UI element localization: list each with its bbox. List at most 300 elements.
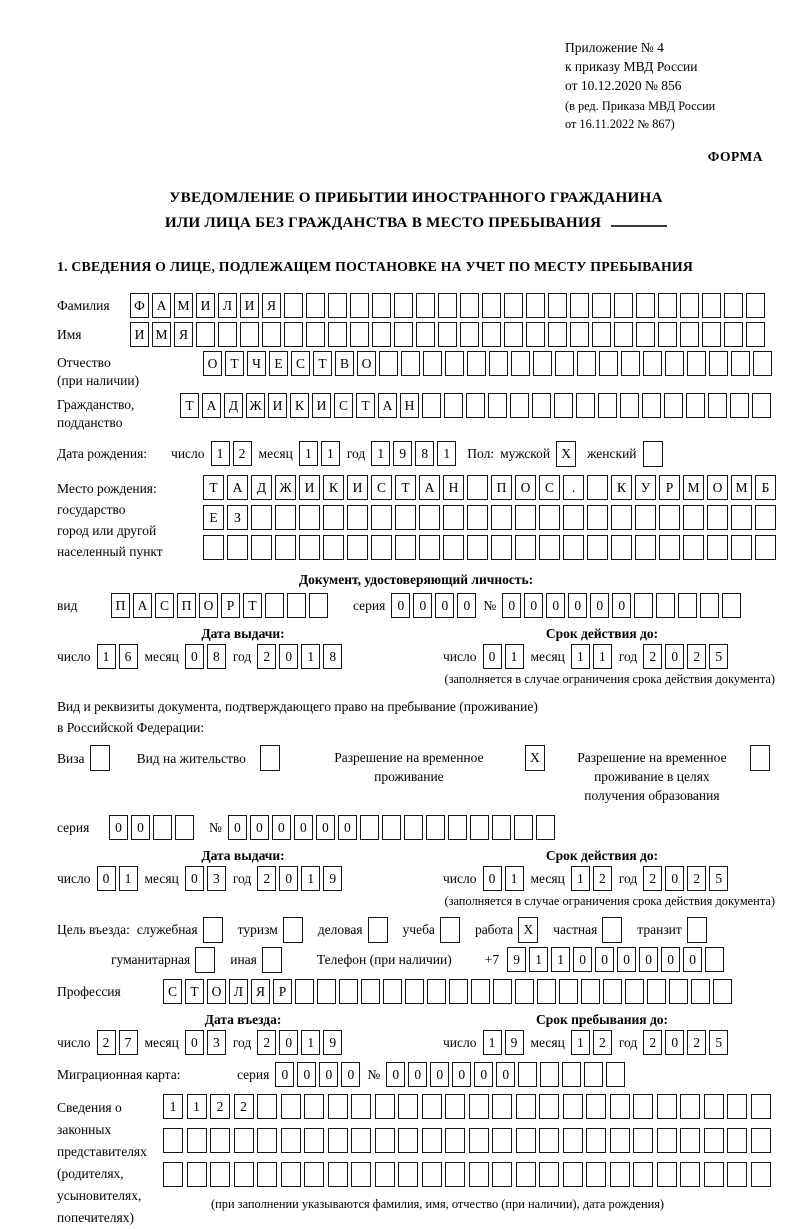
- char-box[interactable]: [633, 1162, 653, 1187]
- char-box[interactable]: 1: [301, 644, 320, 669]
- char-box[interactable]: [306, 293, 325, 318]
- char-box[interactable]: 9: [323, 866, 342, 891]
- char-box[interactable]: [704, 1094, 724, 1119]
- char-box[interactable]: [382, 815, 401, 840]
- char-box[interactable]: 0: [279, 644, 298, 669]
- char-box[interactable]: [702, 322, 721, 347]
- char-box[interactable]: [516, 1094, 536, 1119]
- char-box[interactable]: [704, 1128, 724, 1153]
- char-box[interactable]: С: [371, 475, 392, 500]
- char-box[interactable]: [751, 1128, 771, 1153]
- char-box[interactable]: [299, 505, 320, 530]
- char-box[interactable]: 0: [639, 947, 658, 972]
- char-box[interactable]: Ж: [246, 393, 265, 418]
- char-box[interactable]: [398, 1162, 418, 1187]
- char-box[interactable]: Ж: [275, 475, 296, 500]
- char-box[interactable]: [281, 1162, 301, 1187]
- char-box[interactable]: [515, 979, 534, 1004]
- char-box[interactable]: [515, 535, 536, 560]
- char-box[interactable]: 0: [228, 815, 247, 840]
- char-box[interactable]: [702, 293, 721, 318]
- char-box[interactable]: Я: [262, 293, 281, 318]
- char-box[interactable]: М: [152, 322, 171, 347]
- char-box[interactable]: 0: [408, 1062, 427, 1087]
- char-box[interactable]: [351, 1094, 371, 1119]
- char-box[interactable]: [722, 593, 741, 618]
- char-box[interactable]: [658, 293, 677, 318]
- char-box[interactable]: Я: [174, 322, 193, 347]
- char-box[interactable]: [753, 351, 772, 376]
- char-box[interactable]: [347, 505, 368, 530]
- char-box[interactable]: [295, 979, 314, 1004]
- char-box[interactable]: [680, 1162, 700, 1187]
- char-box[interactable]: 0: [568, 593, 587, 618]
- char-box[interactable]: [656, 593, 675, 618]
- char-box[interactable]: 0: [430, 1062, 449, 1087]
- char-box[interactable]: [610, 1162, 630, 1187]
- char-box[interactable]: П: [177, 593, 196, 618]
- char-box[interactable]: А: [227, 475, 248, 500]
- char-box[interactable]: [482, 293, 501, 318]
- char-box[interactable]: [275, 535, 296, 560]
- char-box[interactable]: [540, 1062, 559, 1087]
- char-box[interactable]: З: [227, 505, 248, 530]
- char-box[interactable]: 2: [687, 1030, 706, 1055]
- char-box[interactable]: 0: [319, 1062, 338, 1087]
- char-box[interactable]: Т: [180, 393, 199, 418]
- char-box[interactable]: [467, 505, 488, 530]
- char-box[interactable]: [577, 351, 596, 376]
- char-box[interactable]: [467, 351, 486, 376]
- char-box[interactable]: С: [539, 475, 560, 500]
- char-box[interactable]: [614, 293, 633, 318]
- char-box[interactable]: [460, 322, 479, 347]
- char-box[interactable]: [683, 505, 704, 530]
- char-box[interactable]: Л: [229, 979, 248, 1004]
- char-box[interactable]: М: [731, 475, 752, 500]
- char-box[interactable]: [539, 535, 560, 560]
- char-box[interactable]: [262, 322, 281, 347]
- char-box[interactable]: 3: [207, 866, 226, 891]
- char-box[interactable]: [708, 393, 727, 418]
- visa-checkbox[interactable]: [90, 745, 110, 771]
- char-box[interactable]: [526, 322, 545, 347]
- char-box[interactable]: [539, 1094, 559, 1119]
- char-box[interactable]: [361, 979, 380, 1004]
- char-box[interactable]: [599, 351, 618, 376]
- char-box[interactable]: [755, 505, 776, 530]
- male-checkbox[interactable]: X: [556, 441, 576, 467]
- char-box[interactable]: [317, 979, 336, 1004]
- char-box[interactable]: [445, 1094, 465, 1119]
- char-box[interactable]: Р: [221, 593, 240, 618]
- char-box[interactable]: [492, 1162, 512, 1187]
- char-box[interactable]: [620, 393, 639, 418]
- char-box[interactable]: [727, 1094, 747, 1119]
- char-box[interactable]: [328, 293, 347, 318]
- char-box[interactable]: Т: [243, 593, 262, 618]
- char-box[interactable]: [647, 979, 666, 1004]
- char-box[interactable]: 0: [338, 815, 357, 840]
- char-box[interactable]: [643, 351, 662, 376]
- char-box[interactable]: [621, 351, 640, 376]
- char-box[interactable]: [257, 1128, 277, 1153]
- char-box[interactable]: 0: [316, 815, 335, 840]
- char-box[interactable]: Т: [356, 393, 375, 418]
- char-box[interactable]: [559, 979, 578, 1004]
- char-box[interactable]: 0: [413, 593, 432, 618]
- study-checkbox[interactable]: [440, 917, 460, 943]
- char-box[interactable]: 0: [386, 1062, 405, 1087]
- char-box[interactable]: 9: [505, 1030, 524, 1055]
- char-box[interactable]: [669, 979, 688, 1004]
- char-box[interactable]: Р: [659, 475, 680, 500]
- char-box[interactable]: 9: [323, 1030, 342, 1055]
- char-box[interactable]: 0: [617, 947, 636, 972]
- char-box[interactable]: 1: [505, 644, 524, 669]
- char-box[interactable]: 1: [187, 1094, 207, 1119]
- char-box[interactable]: Е: [203, 505, 224, 530]
- char-box[interactable]: 1: [593, 644, 612, 669]
- char-box[interactable]: [606, 1062, 625, 1087]
- char-box[interactable]: [467, 475, 488, 500]
- char-box[interactable]: 0: [279, 1030, 298, 1055]
- char-box[interactable]: [401, 351, 420, 376]
- char-box[interactable]: [642, 393, 661, 418]
- char-box[interactable]: [576, 393, 595, 418]
- char-box[interactable]: 2: [210, 1094, 230, 1119]
- char-box[interactable]: 0: [474, 1062, 493, 1087]
- char-box[interactable]: [731, 505, 752, 530]
- char-box[interactable]: 0: [341, 1062, 360, 1087]
- char-box[interactable]: [707, 505, 728, 530]
- char-box[interactable]: 2: [233, 441, 252, 466]
- char-box[interactable]: [422, 1162, 442, 1187]
- char-box[interactable]: [707, 535, 728, 560]
- char-box[interactable]: 0: [391, 593, 410, 618]
- char-box[interactable]: Л: [218, 293, 237, 318]
- char-box[interactable]: 1: [299, 441, 318, 466]
- char-box[interactable]: [404, 815, 423, 840]
- char-box[interactable]: [592, 293, 611, 318]
- char-box[interactable]: [467, 535, 488, 560]
- char-box[interactable]: Ч: [247, 351, 266, 376]
- char-box[interactable]: С: [291, 351, 310, 376]
- char-box[interactable]: [394, 293, 413, 318]
- char-box[interactable]: М: [683, 475, 704, 500]
- char-box[interactable]: 1: [301, 1030, 320, 1055]
- char-box[interactable]: [416, 293, 435, 318]
- char-box[interactable]: [339, 979, 358, 1004]
- char-box[interactable]: Д: [251, 475, 272, 500]
- char-box[interactable]: О: [707, 475, 728, 500]
- char-box[interactable]: [603, 979, 622, 1004]
- char-box[interactable]: [284, 293, 303, 318]
- char-box[interactable]: П: [491, 475, 512, 500]
- char-box[interactable]: 1: [437, 441, 456, 466]
- rvp-edu-checkbox[interactable]: [750, 745, 770, 771]
- char-box[interactable]: [563, 1162, 583, 1187]
- char-box[interactable]: [563, 1094, 583, 1119]
- char-box[interactable]: 1: [551, 947, 570, 972]
- char-box[interactable]: [488, 393, 507, 418]
- private-checkbox[interactable]: [602, 917, 622, 943]
- char-box[interactable]: [470, 815, 489, 840]
- char-box[interactable]: 0: [502, 593, 521, 618]
- char-box[interactable]: [257, 1162, 277, 1187]
- char-box[interactable]: И: [347, 475, 368, 500]
- char-box[interactable]: [281, 1094, 301, 1119]
- char-box[interactable]: 0: [483, 866, 502, 891]
- char-box[interactable]: [419, 535, 440, 560]
- char-box[interactable]: 0: [590, 593, 609, 618]
- char-box[interactable]: 6: [119, 644, 138, 669]
- char-box[interactable]: [592, 322, 611, 347]
- char-box[interactable]: [586, 1162, 606, 1187]
- char-box[interactable]: Е: [269, 351, 288, 376]
- char-box[interactable]: [443, 535, 464, 560]
- char-box[interactable]: О: [199, 593, 218, 618]
- char-box[interactable]: 0: [612, 593, 631, 618]
- char-box[interactable]: В: [335, 351, 354, 376]
- char-box[interactable]: [419, 505, 440, 530]
- char-box[interactable]: 0: [275, 1062, 294, 1087]
- char-box[interactable]: [422, 1094, 442, 1119]
- char-box[interactable]: [727, 1128, 747, 1153]
- char-box[interactable]: О: [515, 475, 536, 500]
- char-box[interactable]: [449, 979, 468, 1004]
- char-box[interactable]: [427, 979, 446, 1004]
- char-box[interactable]: Т: [225, 351, 244, 376]
- char-box[interactable]: [658, 322, 677, 347]
- char-box[interactable]: [375, 1128, 395, 1153]
- char-box[interactable]: [587, 505, 608, 530]
- char-box[interactable]: [635, 505, 656, 530]
- char-box[interactable]: [372, 322, 391, 347]
- char-box[interactable]: [709, 351, 728, 376]
- char-box[interactable]: [518, 1062, 537, 1087]
- char-box[interactable]: 0: [279, 866, 298, 891]
- char-box[interactable]: 2: [643, 866, 662, 891]
- char-box[interactable]: [443, 505, 464, 530]
- char-box[interactable]: 0: [185, 1030, 204, 1055]
- char-box[interactable]: [328, 1094, 348, 1119]
- char-box[interactable]: [234, 1162, 254, 1187]
- char-box[interactable]: [360, 815, 379, 840]
- char-box[interactable]: 1: [571, 1030, 590, 1055]
- char-box[interactable]: Я: [251, 979, 270, 1004]
- char-box[interactable]: [492, 1094, 512, 1119]
- female-checkbox[interactable]: [643, 441, 663, 467]
- char-box[interactable]: [372, 293, 391, 318]
- char-box[interactable]: А: [152, 293, 171, 318]
- char-box[interactable]: [251, 505, 272, 530]
- char-box[interactable]: [657, 1128, 677, 1153]
- char-box[interactable]: [563, 535, 584, 560]
- char-box[interactable]: [284, 322, 303, 347]
- char-box[interactable]: 2: [593, 1030, 612, 1055]
- char-box[interactable]: А: [378, 393, 397, 418]
- char-box[interactable]: [371, 535, 392, 560]
- char-box[interactable]: [351, 1128, 371, 1153]
- char-box[interactable]: [548, 322, 567, 347]
- char-box[interactable]: [625, 979, 644, 1004]
- char-box[interactable]: [445, 1162, 465, 1187]
- work-checkbox[interactable]: X: [518, 917, 538, 943]
- char-box[interactable]: [680, 1094, 700, 1119]
- char-box[interactable]: [492, 815, 511, 840]
- char-box[interactable]: 8: [207, 644, 226, 669]
- char-box[interactable]: [351, 1162, 371, 1187]
- char-box[interactable]: [598, 393, 617, 418]
- char-box[interactable]: 0: [297, 1062, 316, 1087]
- char-box[interactable]: 0: [573, 947, 592, 972]
- char-box[interactable]: [700, 593, 719, 618]
- char-box[interactable]: [533, 351, 552, 376]
- char-box[interactable]: И: [196, 293, 215, 318]
- char-box[interactable]: [704, 1162, 724, 1187]
- char-box[interactable]: [405, 979, 424, 1004]
- char-box[interactable]: 2: [687, 866, 706, 891]
- char-box[interactable]: [659, 505, 680, 530]
- char-box[interactable]: [492, 1128, 512, 1153]
- char-box[interactable]: [375, 1094, 395, 1119]
- char-box[interactable]: Н: [443, 475, 464, 500]
- char-box[interactable]: [323, 535, 344, 560]
- char-box[interactable]: [375, 1162, 395, 1187]
- char-box[interactable]: 1: [97, 644, 116, 669]
- char-box[interactable]: [724, 293, 743, 318]
- char-box[interactable]: 0: [97, 866, 116, 891]
- char-box[interactable]: [727, 1162, 747, 1187]
- char-box[interactable]: У: [635, 475, 656, 500]
- char-box[interactable]: И: [268, 393, 287, 418]
- char-box[interactable]: [532, 393, 551, 418]
- char-box[interactable]: К: [290, 393, 309, 418]
- char-box[interactable]: 2: [687, 644, 706, 669]
- char-box[interactable]: [511, 351, 530, 376]
- char-box[interactable]: [563, 1128, 583, 1153]
- char-box[interactable]: [203, 535, 224, 560]
- char-box[interactable]: А: [419, 475, 440, 500]
- char-box[interactable]: [328, 1162, 348, 1187]
- char-box[interactable]: 0: [665, 644, 684, 669]
- char-box[interactable]: [422, 393, 441, 418]
- char-box[interactable]: [515, 505, 536, 530]
- char-box[interactable]: [416, 322, 435, 347]
- char-box[interactable]: [584, 1062, 603, 1087]
- char-box[interactable]: [659, 535, 680, 560]
- char-box[interactable]: 9: [393, 441, 412, 466]
- char-box[interactable]: [657, 1162, 677, 1187]
- char-box[interactable]: [514, 815, 533, 840]
- char-box[interactable]: [516, 1162, 536, 1187]
- char-box[interactable]: 2: [97, 1030, 116, 1055]
- char-box[interactable]: [633, 1094, 653, 1119]
- char-box[interactable]: [751, 1094, 771, 1119]
- char-box[interactable]: [218, 322, 237, 347]
- char-box[interactable]: [210, 1162, 230, 1187]
- char-box[interactable]: [635, 535, 656, 560]
- char-box[interactable]: [634, 593, 653, 618]
- char-box[interactable]: [491, 505, 512, 530]
- char-box[interactable]: [328, 1128, 348, 1153]
- char-box[interactable]: А: [202, 393, 221, 418]
- char-box[interactable]: [395, 505, 416, 530]
- char-box[interactable]: 1: [571, 866, 590, 891]
- char-box[interactable]: [610, 1128, 630, 1153]
- char-box[interactable]: Т: [203, 475, 224, 500]
- rvp-checkbox[interactable]: X: [525, 745, 545, 771]
- char-box[interactable]: [664, 393, 683, 418]
- char-box[interactable]: [422, 1128, 442, 1153]
- char-box[interactable]: [691, 979, 710, 1004]
- char-box[interactable]: [636, 293, 655, 318]
- char-box[interactable]: [611, 505, 632, 530]
- char-box[interactable]: 0: [250, 815, 269, 840]
- char-box[interactable]: 2: [257, 866, 276, 891]
- char-box[interactable]: [731, 535, 752, 560]
- char-box[interactable]: [539, 505, 560, 530]
- char-box[interactable]: 0: [109, 815, 128, 840]
- char-box[interactable]: [746, 322, 765, 347]
- tourism-checkbox[interactable]: [283, 917, 303, 943]
- char-box[interactable]: [636, 322, 655, 347]
- char-box[interactable]: А: [133, 593, 152, 618]
- char-box[interactable]: [493, 979, 512, 1004]
- char-box[interactable]: [265, 593, 284, 618]
- char-box[interactable]: [680, 322, 699, 347]
- char-box[interactable]: [724, 322, 743, 347]
- transit-checkbox[interactable]: [687, 917, 707, 943]
- char-box[interactable]: [448, 815, 467, 840]
- char-box[interactable]: [665, 351, 684, 376]
- char-box[interactable]: 8: [323, 644, 342, 669]
- char-box[interactable]: [686, 393, 705, 418]
- char-box[interactable]: [536, 815, 555, 840]
- char-box[interactable]: О: [207, 979, 226, 1004]
- char-box[interactable]: [383, 979, 402, 1004]
- char-box[interactable]: 0: [131, 815, 150, 840]
- char-box[interactable]: Т: [395, 475, 416, 500]
- char-box[interactable]: 0: [457, 593, 476, 618]
- char-box[interactable]: 1: [529, 947, 548, 972]
- char-box[interactable]: [548, 293, 567, 318]
- char-box[interactable]: [323, 505, 344, 530]
- char-box[interactable]: 1: [119, 866, 138, 891]
- char-box[interactable]: [587, 535, 608, 560]
- char-box[interactable]: [234, 1128, 254, 1153]
- char-box[interactable]: К: [323, 475, 344, 500]
- char-box[interactable]: [587, 475, 608, 500]
- char-box[interactable]: [445, 1128, 465, 1153]
- char-box[interactable]: 5: [709, 866, 728, 891]
- char-box[interactable]: [705, 947, 724, 972]
- char-box[interactable]: Ф: [130, 293, 149, 318]
- char-box[interactable]: .: [563, 475, 584, 500]
- char-box[interactable]: [570, 322, 589, 347]
- char-box[interactable]: 2: [643, 1030, 662, 1055]
- char-box[interactable]: [755, 535, 776, 560]
- char-box[interactable]: [489, 351, 508, 376]
- char-box[interactable]: 7: [119, 1030, 138, 1055]
- char-box[interactable]: Т: [313, 351, 332, 376]
- char-box[interactable]: [471, 979, 490, 1004]
- char-box[interactable]: [687, 351, 706, 376]
- char-box[interactable]: [187, 1162, 207, 1187]
- char-box[interactable]: [163, 1128, 183, 1153]
- char-box[interactable]: [752, 393, 771, 418]
